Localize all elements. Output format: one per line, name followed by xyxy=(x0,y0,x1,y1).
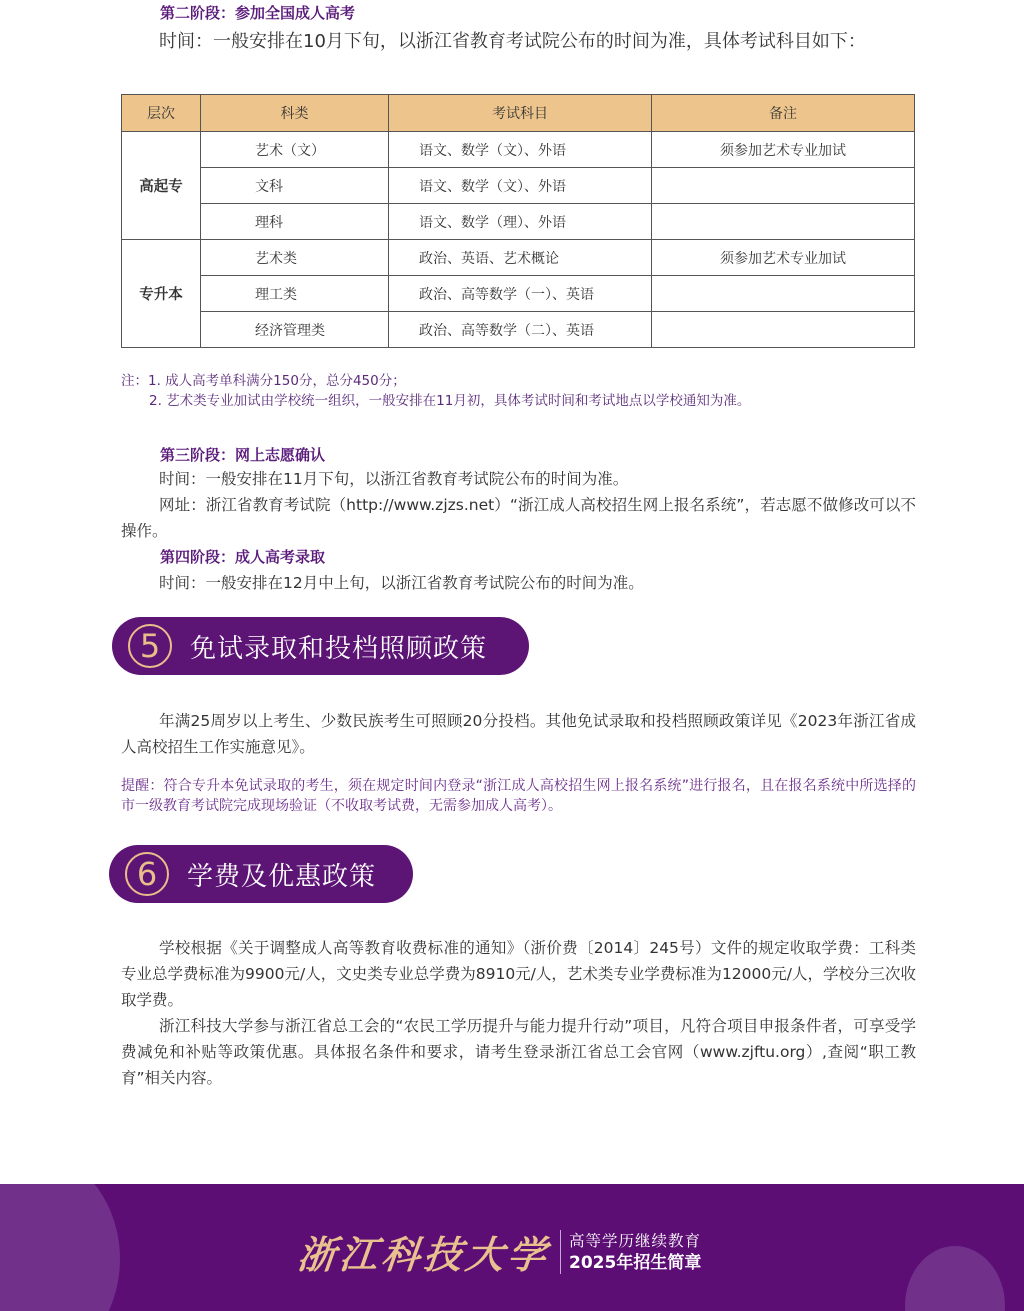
table-row xyxy=(122,168,915,204)
brand-divider xyxy=(560,1230,561,1274)
exam-subjects-table xyxy=(121,94,915,348)
category-cell: 经济管理类 xyxy=(201,312,389,348)
section5-title: 免试录取和投档照顾政策 xyxy=(190,633,488,664)
level-cell: 高起专 xyxy=(122,132,201,240)
stage3-title: 第三阶段：网上志愿确认 xyxy=(160,446,326,464)
subjects-cell: 政治、高等数学（一）、英语 xyxy=(389,276,652,312)
decor-circle-right xyxy=(905,1246,1005,1311)
table-header-row xyxy=(122,95,915,132)
category-cell: 艺术类 xyxy=(201,240,389,276)
note-cell xyxy=(652,312,915,348)
subjects-cell: 语文、数学（理）、外语 xyxy=(389,204,652,240)
number-6-icon: 6 xyxy=(125,852,169,896)
brand-line-2: 2025年招生简章 xyxy=(569,1252,702,1273)
table-notes xyxy=(121,371,750,411)
subjects-cell: 政治、高等数学（二）、英语 xyxy=(389,312,652,348)
note-cell xyxy=(652,204,915,240)
subjects-cell: 语文、数学（文）、外语 xyxy=(389,132,652,168)
category-cell: 理科 xyxy=(201,204,389,240)
note-line-2: 2. 艺术类专业加试由学校统一组织，一般安排在11月初，具体考试时间和考试地点以学校通知为准。 xyxy=(149,393,751,409)
stage3-site: 网址：浙江省教育考试院（http://www.zjzs.net）“浙江成人高校招生网上报名系统”，若志愿不做修改可以不操作。 xyxy=(121,496,916,540)
header-subjects: 考试科目 xyxy=(389,95,652,132)
note-cell: 须参加艺术专业加试 xyxy=(652,240,915,276)
header-note: 备注 xyxy=(652,95,915,132)
note-cell xyxy=(652,168,915,204)
brand-line-1: 高等学历继续教育 xyxy=(569,1231,702,1250)
subjects-cell: 政治、英语、艺术概论 xyxy=(389,240,652,276)
stage3-time: 时间：一般安排在11月下旬，以浙江省教育考试院公布的时间为准。 xyxy=(159,470,629,488)
level-cell: 专升本 xyxy=(122,240,201,348)
category-cell: 艺术（文） xyxy=(201,132,389,168)
section5-header xyxy=(112,617,529,675)
header-level: 层次 xyxy=(122,95,201,132)
number-5-icon: 5 xyxy=(128,624,172,668)
section5-reminder: 提醒：符合专升本免试录取的考生，须在规定时间内登录“浙江成人高校招生网上报名系统”进行报名，且在报名系统中所选择的市一级教育考试院完成现场验证（不收取考试费，无需参加成人高考）。 xyxy=(121,778,916,814)
section6-para1: 学校根据《关于调整成人高等教育收费标准的通知》（浙价费〔2014〕245号）文件的规定收取学费：工科类专业总学费标准为9900元/人，文史类专业总学费为8910元/人，艺术类专业学费标准为12000元/人，学校分三次收取学费。 xyxy=(121,939,916,1009)
subjects-cell: 语文、数学（文）、外语 xyxy=(389,168,652,204)
brand-subtitle xyxy=(569,1230,701,1274)
university-brand xyxy=(295,1224,702,1279)
category-cell: 文科 xyxy=(201,168,389,204)
category-cell: 理工类 xyxy=(201,276,389,312)
stage4-time: 时间：一般安排在12月中上旬，以浙江省教育考试院公布的时间为准。 xyxy=(159,574,644,592)
table-row xyxy=(122,312,915,348)
note-cell: 须参加艺术专业加试 xyxy=(652,132,915,168)
stage2-title: 第二阶段：参加全国成人高考 xyxy=(160,4,356,22)
table-row xyxy=(122,276,915,312)
table-row xyxy=(122,132,915,168)
section6-para2: 浙江科技大学参与浙江省总工会的“农民工学历提升与能力提升行动”项目，凡符合项目申报条件者，可享受学费减免和补贴等政策优惠。具体报名条件和要求，请考生登录浙江省总工会官网（www.zjftu.org）,查阅“职工教育”相关内容。 xyxy=(121,1017,916,1087)
table-row xyxy=(122,240,915,276)
table-row xyxy=(122,204,915,240)
section6-title: 学费及优惠政策 xyxy=(187,861,377,892)
university-logo: 浙江科技大学 xyxy=(295,1232,553,1277)
footer-banner xyxy=(0,1184,1024,1311)
stage4-title: 第四阶段：成人高考录取 xyxy=(160,548,326,566)
stage2-text: 时间：一般安排在10月下旬，以浙江省教育考试院公布的时间为准，具体考试科目如下： xyxy=(159,31,866,52)
section5-text: 年满25周岁以上考生、少数民族考生可照顾20分投档。其他免试录取和投档照顾政策详见《2023年浙江省成人高校招生工作实施意见》。 xyxy=(121,712,916,756)
decor-circle-left xyxy=(0,1184,120,1311)
header-category: 科类 xyxy=(201,95,389,132)
note-cell xyxy=(652,276,915,312)
note-line-1: 注：1. 成人高考单科满分150分，总分450分； xyxy=(121,373,406,389)
section6-header xyxy=(109,845,413,903)
